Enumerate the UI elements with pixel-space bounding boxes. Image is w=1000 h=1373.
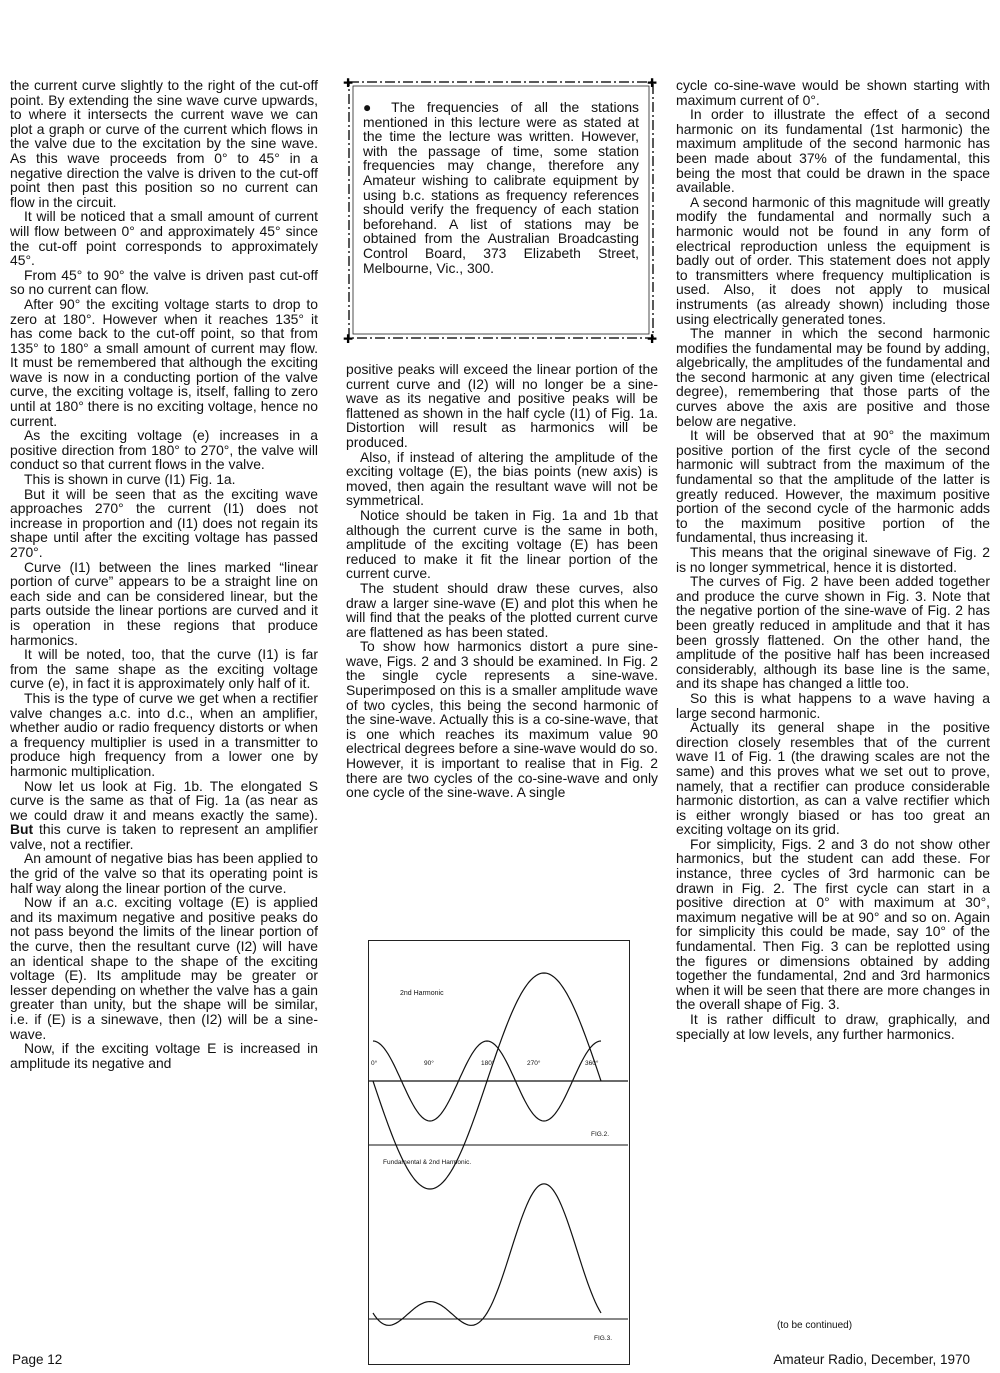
paragraph: In order to illustrate the effect of a second harmonic on its fundamental (1st harmonic) the maximum amplitude of the second harmonic has been made about 37% of the fundamental, this being the most that could be drawn in the space available. xyxy=(676,106,990,196)
figure-drawings xyxy=(369,941,628,1363)
paragraph-text: this curve is taken to represent an amplifier valve, not a rectifier. xyxy=(10,821,318,852)
paragraph: the current curve slightly to the right of the cut-off point. By extending the sine wave curve upwards, to where it intersects the current wave we can plot a graph or curve of the current which flows in the valve due to the excitation by the sine wave. As this wave proceeds from 0° to 45° in a negative direction the valve is driven to the cut-off point then past this position so no current can flow in the circuit. xyxy=(10,77,318,210)
fig2-curve-label: 2nd Harmonic xyxy=(400,990,444,997)
fig2-tick-label: 180° xyxy=(481,1060,495,1067)
paragraph: It will be noticed that a small amount of current will flow between 0° and approximately 45° since the cut-off point corresponds to approximately 45°. xyxy=(10,208,318,269)
paragraph: As the exciting voltage (e) increases in a positive direction from 180° to 270°, the valve will conduct so that current flows in the valve. xyxy=(10,427,318,473)
paragraph: An amount of negative bias has been applied to the grid of the valve so that its operating point is half way along the linear portion of the curve. xyxy=(10,850,318,896)
fig2-tick-label: 90° xyxy=(424,1060,434,1067)
paragraph: Now, if the exciting voltage E is increased in amplitude its negative and xyxy=(10,1040,318,1071)
fig2-tick-label: 360° xyxy=(585,1060,599,1067)
bold-word: But xyxy=(10,821,34,838)
continued-note: (to be continued) xyxy=(777,1320,853,1331)
fig2-tick-label: 270° xyxy=(527,1060,541,1067)
notice-box xyxy=(343,76,659,344)
paragraph: The manner in which the second harmonic modifies the fundamental may be found by adding, algebrically, the amplitudes of the fundamental and the second harmonic at any given time (electrical degree), remembering that those parts of the curves above the axis are positive and those below are negative. xyxy=(676,325,990,429)
paragraph-with-bold xyxy=(10,779,318,852)
paragraph: This is shown in curve (I1) Fig. 1a. xyxy=(24,471,236,488)
paragraph: To show how harmonics distort a pure sine-wave, Figs. 2 and 3 should be examined. In Fig. 2 the single cycle represents a sine-wave. Superimposed on this is a smaller amplitude wave of two cycles, this being the second harmonic of the sine-wave. Actually this is a co-sine-wave, that is one which reaches its maximum value 90 electrical degrees before a sine-wave would do so. However, it is important to realise that in Fig. 2 there are two cycles of the co-sine-wave and only one cycle of the sine-wave. A single xyxy=(346,638,658,801)
paragraph: But it will be seen that as the exciting wave approaches 270° the current (I1) does not increase in proportion and (I1) does not regain its shape until after the exciting voltage has passed 270°. xyxy=(10,485,318,560)
paragraph: After 90° the exciting voltage starts to drop to zero at 180°. However when it reaches 135° it has come back to the cut-off point, so that from 135° to 180° a small amount of current may flow. It must be remembered that although the exciting wave is now in a conducting portion of the valve curve, the exciting voltage is, itself, falling to zero until at 180° there is no exciting voltage, hence no current. xyxy=(10,295,318,429)
paragraph: For simplicity, Figs. 2 and 3 do not show other harmonics, but the student can add these. For instance, three cycles of 3rd harmonic can be drawn in Fig. 2. The first cycle can start in a positive direction at 0° with maximum at 30°, maximum negative will be at 90° and so on. Again for simplicity this could be made, say 10° of the fundamental. Then Fig. 3 can be replotted using the figures or dimensions obtained by adding together the fundamental, 2nd and 3rd harmonics when it will be seen that there are more changes in the overall shape of Fig. 3. xyxy=(676,835,990,1013)
paragraph: cycle co-sine-wave would be shown starting with maximum current of 0°. xyxy=(676,77,990,108)
paragraph-text: Now let us look at Fig. 1b. The elongated S curve is the same as that of Fig. 1a (as near as we could draw it and means exactly the same). xyxy=(10,777,318,823)
paragraph: It will be noted, too, that the curve (I1) is far from the same shape as the exciting voltage curve (e), in fact it is approximately only half of it. xyxy=(10,646,318,692)
article-column-3 xyxy=(676,78,990,1041)
paragraph: It is rather difficult to draw, graphically, and specially at low levels, any further harmonics. xyxy=(676,1011,990,1042)
paragraph: positive peaks will exceed the linear portion of the current curve and (I2) will no longer be a sine-wave as its negative and positive peaks will be flattened as shown in the half cycle (I1) of Fig. 1a. Distortion will result as harmonics will be produced. xyxy=(346,361,658,450)
paragraph: The student should draw these curves, also draw a larger sine-wave (E) and plot this when he will find that the peaks of the plotted current curve are flattened as has been stated. xyxy=(346,579,658,640)
figures-panel xyxy=(368,940,630,1365)
svg-text:✚: ✚ xyxy=(343,76,354,90)
paragraph: This is the type of curve we get when a rectifier valve changes a.c. into d.c., when an amplifier, whether audio or radio frequency distorts or when a frequency multiplier is used in a transmitter to produce high frequency from a lower one by harmonic multiplication. xyxy=(10,689,318,779)
paragraph: Notice should be taken in Fig. 1a and 1b that although the current curve is the same in both, amplitude of the exciting voltage (E) has been reduced to make it fit the linear portion of the current curve. xyxy=(346,506,658,582)
paragraph: Now if an a.c. exciting voltage (E) is applied and its maximum negative and positive peaks do not pass beyond the limits of the linear portion of the curve, then the resultant curve (I2) will have an identical shape to the shape of the exciting voltage (E). Its amplitude may be greater or lesser depending on whether the valve has a gain greater than unity, but the shape will be similar, i.e. if (E) is a sinewave, then (I2) will be a sine-wave. xyxy=(10,894,318,1042)
paragraph: This means that the original sinewave of Fig. 2 is no longer symmetrical, hence it is distorted. xyxy=(676,544,990,575)
paragraph: It will be observed that at 90° the maximum positive portion of the first cycle of the second harmonic will subtract from the maximum of the fundamental so that the amplitude of the latter is greatly reduced. However, the maximum positive portion of the second cycle of the harmonic adds to the maximum positive portion of the fundamental, thus increasing it. xyxy=(676,427,990,546)
svg-text:✚: ✚ xyxy=(343,332,354,344)
page-number: Page 12 xyxy=(12,1352,63,1367)
fig3-label: FIG.3. xyxy=(594,1335,613,1342)
paragraph: From 45° to 90° the valve is driven past cut-off so no current can flow. xyxy=(10,266,318,298)
article-column-2 xyxy=(346,362,658,800)
paragraph: A second harmonic of this magnitude will greatly modify the fundamental and normally such a harmonic would not be found in any form of electrical reproduction unless the equipment is badly out of order. This statement does not apply to transmitters where frequency multiplication is used. Also, it does not apply to musical instruments (as already shown) including those using electrically generated tones. xyxy=(676,193,990,327)
paragraph: So this is what happens to a wave having a large second harmonic. xyxy=(676,689,990,721)
paragraph: Actually its general shape in the positive direction closely resembles that of the current wave I1 of Fig. 1 (the drawing scales are not the same) and this proves what we set out to prove, namely, that a rectifier can produce considerable harmonic distortion, as can a valve rectifier which is either wrongly biased or has too great an exciting voltage on its grid. xyxy=(676,719,990,838)
paragraph: Curve (I1) between the lines marked “linear portion of curve” appears to be a straight line on each side and can be considered linear, but the parts outside the linear portions are curved and it is operation in these regions that produce harmonics. xyxy=(10,558,318,648)
fig2-tick-label: 0° xyxy=(371,1060,378,1067)
notice-text: ● The frequencies of all the stations mentioned in this lecture were as stated at the time the lecture was written. However, with the passage of time, some station frequencies may change, therefore any Amateur wishing to calibrate equipment by using b.c. stations as frequency references should verify the frequency of each station beforehand. A list of stations may be obtained from the Australian Broadcasting Control Board, 373 Elizabeth Street, Melbourne, Vic., 300. xyxy=(363,99,639,276)
fig2-label: FIG.2. xyxy=(591,1131,610,1138)
journal-issue: Amateur Radio, December, 1970 xyxy=(773,1352,970,1367)
svg-text:✚: ✚ xyxy=(647,332,658,344)
article-column-1 xyxy=(10,78,318,1070)
svg-text:✚: ✚ xyxy=(647,76,658,90)
fig3-curve-label: Fundamental & 2nd Harmonic. xyxy=(383,1159,472,1166)
paragraph: The curves of Fig. 2 have been added together and produce the curve shown in Fig. 3. Note that the negative portion of the sine-wave of Fig. 2 has been greatly reduced in amplitude and that it has been grossly flattened. On the other hand, the amplitude of the positive half has been increased considerably, although its base line is the same, and its shape has changed a little too. xyxy=(676,573,990,692)
paragraph: Also, if instead of altering the amplitude of the exciting voltage (E), the bias points (new axis) is moved, then again the resultant wave will not be symmetrical. xyxy=(346,448,658,509)
